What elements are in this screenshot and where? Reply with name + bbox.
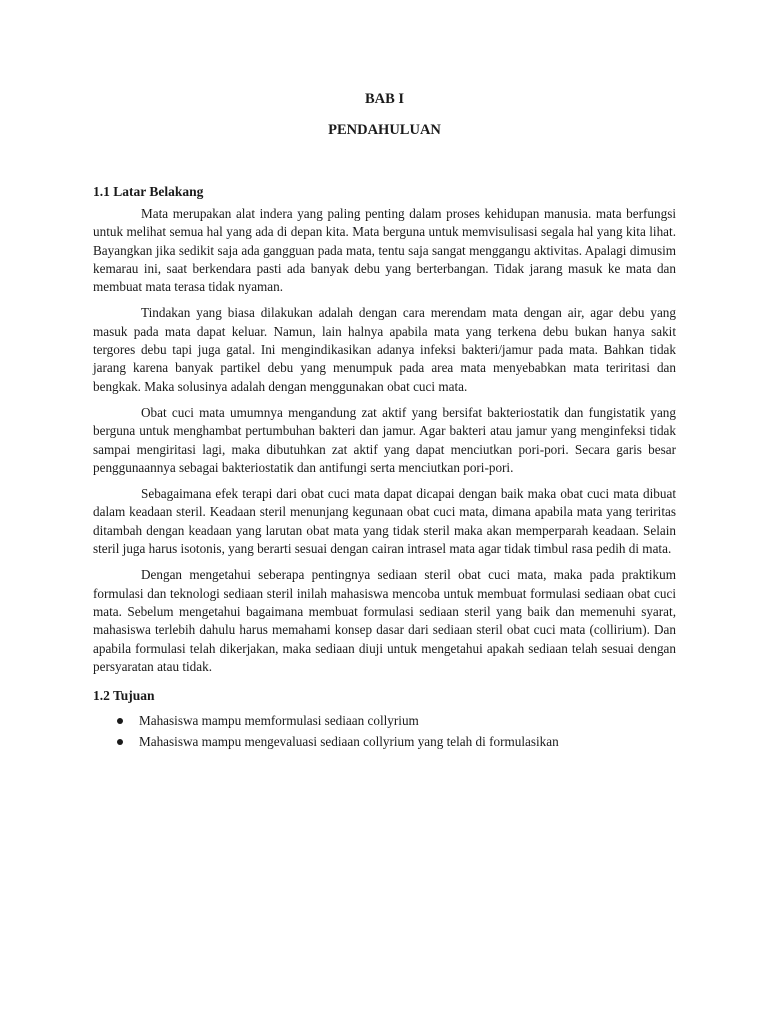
document-page bbox=[93, 84, 676, 752]
chapter-title: PENDAHULUAN bbox=[328, 122, 441, 138]
chapter-label: BAB I bbox=[364, 91, 405, 107]
list-item bbox=[93, 710, 676, 731]
paragraph: Obat cuci mata umumnya mengandung zat aktif yang bersifat bakteriostatik dan fungistatik yang berguna untuk menghambat pertumbuhan bakteri dan jamur. Agar bakteri atau jamur yang menginfeksi tidak sampai mengiritasi lagi, maka dibutuhkan zat aktif yang dapat menciutkan pori-pori. Secara garis besar penggunaannya sebagai bakteriostatik dan antifungi serta menciutkan pori-pori. bbox=[93, 404, 676, 475]
list-item-text: Mahasiswa mampu memformulasi sediaan collyrium bbox=[139, 713, 419, 729]
list-item-text: Mahasiswa mampu mengevaluasi sediaan collyrium yang telah di formulasikan bbox=[139, 734, 559, 750]
paragraph: Tindakan yang biasa dilakukan adalah dengan cara merendam mata dengan air, agar debu yang masuk pada mata dapat keluar. Namun, lain halnya apabila mata yang terkena debu bukan hanya sakit tergores debu tapi juga gatal. Ini mengindikasikan adanya infeksi bakteri/jamur pada mata. Bahkan tidak jarang karena banyak partikel debu yang menumpuk pada area mata menyebabkan mata teriritasi dan bengkak. Maka solusinya adalah dengan menggunakan obat cuci mata. bbox=[93, 305, 676, 394]
section-heading: 1.2 Tujuan bbox=[93, 688, 155, 704]
paragraph: Mata merupakan alat indera yang paling penting dalam proses kehidupan manusia. mata berfungsi untuk melihat semua hal yang ada di depan kita. Mata berguna untuk memvisulisasi segala hal yang kita lihat. Bayangkan jika sedikit saja ada gangguan pada mata, tentu saja sangat menggangu aktivitas. Apalagi dimusim kemarau ini, saat berkendara pasti ada banyak debu yang berterbangan. Tidak jarang masuk ke mata dan membuat mata terasa tidak nyaman. bbox=[93, 206, 676, 295]
paragraph: Dengan mengetahui seberapa pentingnya sediaan steril obat cuci mata, maka pada praktikum formulasi dan teknologi sediaan steril inilah mahasiswa mencoba untuk membuat formulasi sediaan obat cuci mata. Sebelum mengetahui bagaimana membuat formulasi sediaan steril yang baik dan memenuhi syarat, mahasiswa terlebih dahulu harus memahami konsep dasar dari sediaan steril obat cuci mata (collirium). Dan apabila formulasi telah dikerjakan, maka sediaan diuji untuk mengetahui apakah sediaan telah sesuai dengan persyaratan atau tidak. bbox=[93, 567, 676, 674]
bullet-icon bbox=[117, 739, 123, 745]
objectives-list bbox=[93, 710, 676, 752]
list-item bbox=[93, 731, 676, 752]
section-latar-belakang bbox=[93, 182, 676, 676]
paragraph: Sebagaimana efek terapi dari obat cuci mata dapat dicapai dengan baik maka obat cuci mata dibuat dalam keadaan steril. Keadaan steril menunjang kegunaan obat cuci mata, dimana apabila mata yang teriritas ditambah dengan keadaan yang larutan obat mata yang tidak steril maka akan memperparah keadaan. Selain steril juga harus isotonis, yang berarti sesuai dengan cairan intrasel mata agar tidak timbul rasa pedih di mata. bbox=[93, 486, 676, 557]
bullet-icon bbox=[117, 718, 123, 724]
section-tujuan bbox=[93, 686, 676, 752]
section-heading: 1.1 Latar Belakang bbox=[93, 184, 204, 199]
